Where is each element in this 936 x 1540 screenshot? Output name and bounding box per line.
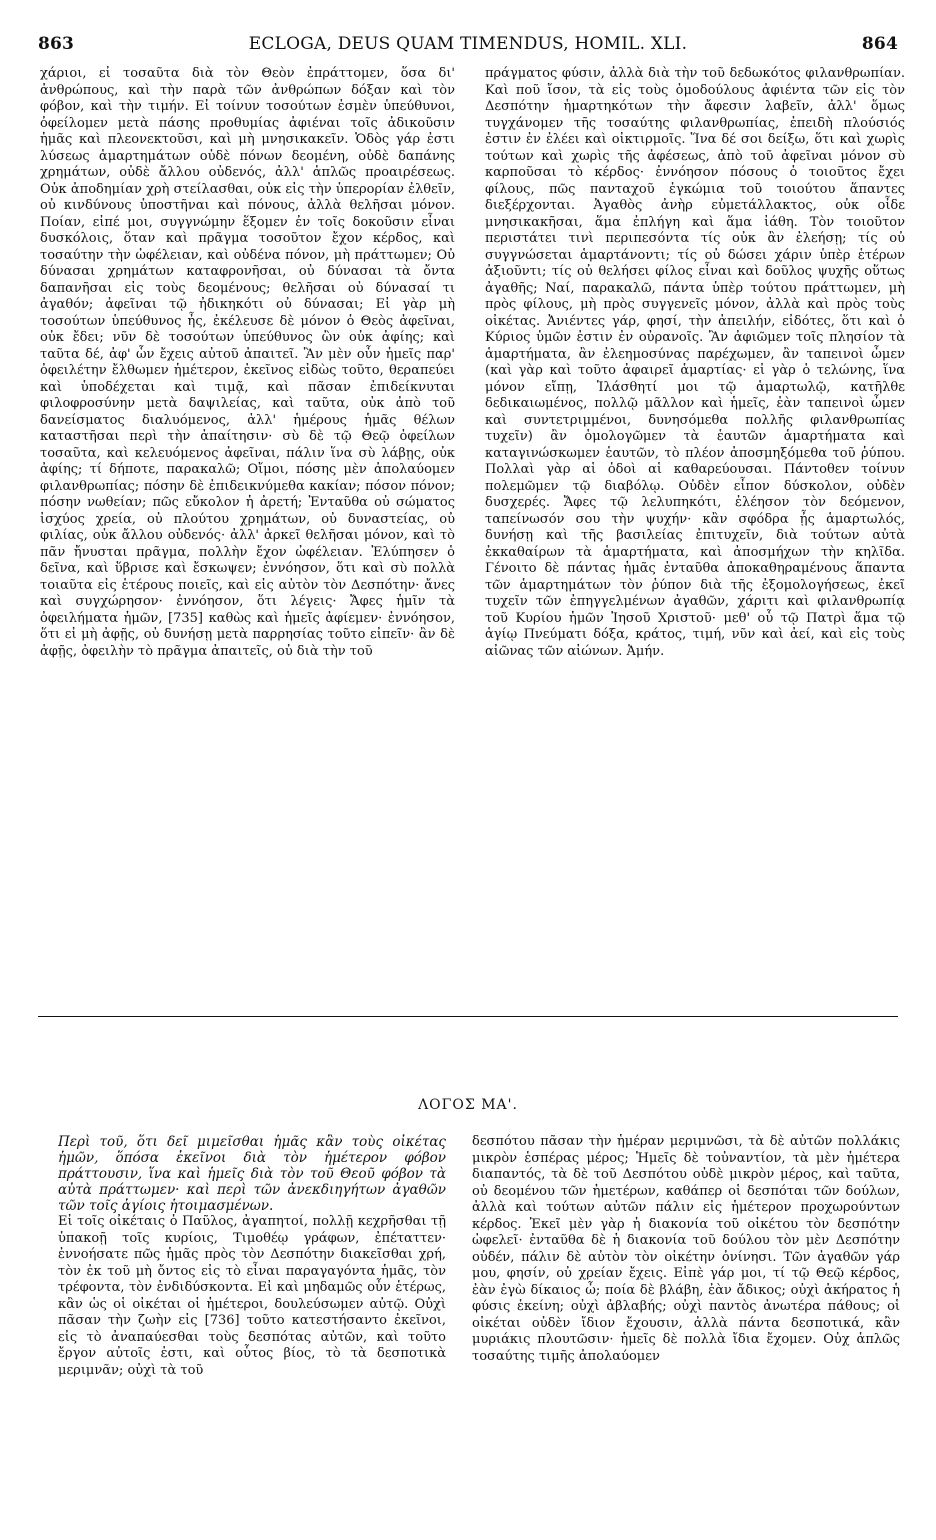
running-header	[38, 33, 898, 55]
running-title: ECLOGA, DEUS QUAM TIMENDUS, HOMIL. XLI.	[248, 34, 688, 54]
top-left-column	[40, 66, 455, 866]
bottom-left-text: Εἰ τοῖς οἰκέταις ὁ Παῦλος, ἀγαπητοί, πολλῇ κεχρῆσθαι τῇ ὑπακοῇ τοῖς κυρίοις, Τιμοθέῳ γράφων, ἐπέταττεν· ἐννοήσατε πῶς ἡμᾶς πρὸς τὸν Δεσπότην διακεῖσθαι χρή, τὸν ἐκ τοῦ μὴ ὄντος εἰς τὸ εἶναι παραγαγόντα ἡμᾶς, τὸν τρέφοντα, τὸν ἐνδιδύσκοντα. Εἰ καὶ μηδαμῶς οὖν ἑτέρως, κἂν ὡς οἱ οἰκέται οἱ ἡμέτεροι, δουλεύσωμεν αὐτῷ. Οὐχὶ πᾶσαν τὴν ζωὴν εἰς [736] τοῦτο κατεστήσαντο ἐκεῖνοι, εἰς τὸ ἀναπαύεσθαι τοὺς δεσπότας αὐτῶν, καὶ τοῦτο ἔργον αὐτοῖς ἐστι, καὶ οὗτος βίος, τὸ τὰ δεσποτικὰ μεριμνᾶν; οὐχὶ τὰ τοῦ	[58, 1214, 446, 1378]
right-page-number: 864	[861, 34, 898, 54]
bottom-left-column	[58, 1134, 446, 1532]
section-divider	[38, 1016, 898, 1017]
homily-argument: Περὶ τοῦ, ὅτι δεῖ μιμεῖσθαι ἡμᾶς κἂν τοὺς οἰκέτας ἡμῶν, ὅπόσα ἐκεῖνοι διὰ τὸν ἡμέτερον φόβον πράττουσιν, ἵνα καὶ ἡμεῖς διὰ τὸν τοῦ Θεοῦ φόβον τὰ αὐτὰ πράττωμεν· καὶ περὶ τῶν ἀνεκδιηγήτων ἀγαθῶν τῶν τοῖς ἁγίοις ἡτοιμασμένων.	[58, 1134, 446, 1214]
top-right-column	[485, 66, 905, 866]
top-right-text: πράγματος φύσιν, ἀλλὰ διὰ τὴν τοῦ δεδωκότος φιλανθρωπίαν. Καὶ ποῦ ἴσον, τὰ εἰς τοὺς ὁμοδούλους ἀφιέντα τῶν εἰς τὸν Δεσπότην ἡμαρτηκότων τὴν ἄφεσιν λαβεῖν, ἀλλ' ὅμως τυγχάνομεν τῆς τοσαύτης φιλανθρωπίας, ἐπειδὴ πλούσιός ἐστιν ἐν ἐλέει καὶ οἰκτιρμοῖς. Ἵνα δέ σοι δείξω, ὅτι καὶ χωρὶς τούτων καὶ χωρὶς τῆς ἀφέσεως, ἀπὸ τοῦ ἀφεῖναι μόνον σὺ καρποῦσαι τὸ κέρδος· ἐννόησον πόσους ὁ τοιοῦτος ἔχει φίλους, πῶς πανταχοῦ ἐγκώμια τοῦ τοιούτου ἅπαντες διεξέρχονται. Ἀγαθὸς ἀνὴρ εὐμετάλλακτος, οὐκ οἶδε μνησικακῆσαι, ἅμα ἐπλήγη καὶ ἅμα ἰάθη. Τὸν τοιοῦτον περιστάτει τινὶ περιπεσόντα τίς οὐκ ἂν ἐλεήσῃ; τίς οὐ συγγνώσεται ἁμαρτάνοντι; τίς οὐ δώσει χάριν ὑπὲρ ἑτέρων ἀξιοῦντι; τίς οὐ θελήσει φίλος εἶναι καὶ δοῦλος ψυχῆς οὕτως ἀγαθῆς; Ναί, παρακαλῶ, πάντα ὑπὲρ τούτου πράττωμεν, μὴ πρὸς φίλους, μὴ πρὸς συγγενεῖς μόνον, ἀλλὰ καὶ πρὸς τοὺς οἰκέτας. Ἀνιέντες γάρ, φησί, τὴν ἀπειλήν, εἰδότες, ὅτι καὶ ὁ Κύριος ὑμῶν ἐστιν ἐν οὐρανοῖς. Ἂν ἀφιῶμεν τοῖς πλησίον τὰ ἁμαρτήματα, ἂν ἐλεημοσύνας παρέχωμεν, ἂν ταπεινοὶ ὦμεν (καὶ γὰρ καὶ τοῦτο ἀφαιρεῖ ἁμαρτίας· εἰ γὰρ ὁ τελώνης, ἵνα μόνον εἴπῃ, Ἱλάσθητί μοι τῷ ἁμαρτωλῷ, κατῆλθε δεδικαιωμένος, πολλῷ μᾶλλον καὶ ἡμεῖς, ἐὰν ταπεινοὶ ὦμεν καὶ συντετριμμένοι, δυνησόμεθα πολλῆς φιλανθρωπίας τυχεῖν) ἂν ὁμολογῶμεν τὰ ἑαυτῶν ἁμαρτήματα καὶ καταγινώσκωμεν ἑαυτῶν, τὸ πλέον ἀποσμηξόμεθα τοῦ ῥύπου. Πολλαὶ γὰρ αἱ ὁδοὶ αἱ καθαρεύουσαι. Πάντοθεν τοίνυν πολεμῶμεν τῷ διαβόλῳ. Οὐδὲν εἶπον δύσκολον, οὐδὲν δυσχερές. Ἄφες τῷ λελυπηκότι, ἐλέησον τὸν δεόμενον, ταπείνωσόν σου τὴν ψυχήν· κἂν σφόδρα ᾖς ἁμαρτωλός, δυνήσῃ καὶ τῆς βασιλείας ἐπιτυχεῖν, διὰ τούτων αὐτὰ ἐκκαθαίρων τὰ ἁμαρτήματα, καὶ ἀποσμήχων τὴν κηλῖδα. Γένοιτο δὲ πάντας ἡμᾶς ἐνταῦθα ἀποκαθηραμένους ἅπαντα τῶν ἁμαρτημάτων τὸν ῥύπον διὰ τῆς ἐξομολογήσεως, ἐκεῖ τυχεῖν τῶν ἐπηγγελμένων ἀγαθῶν, χάριτι καὶ φιλανθρωπίᾳ τοῦ Κυρίου ἡμῶν Ἰησοῦ Χριστοῦ· μεθ' οὗ τῷ Πατρὶ ἅμα τῷ ἁγίῳ Πνεύματι δόξα, κράτος, τιμή, νῦν καὶ ἀεί, καὶ εἰς τοὺς αἰῶνας τῶν αἰώνων. Ἀμήν.	[485, 66, 905, 659]
top-left-text: χάριοι, εἰ τοσαῦτα διὰ τὸν Θεὸν ἐπράττομεν, ὅσα δι' ἀνθρώπους, καὶ τὴν παρὰ τῶν ἀνθρώπων δόξαν καὶ τὸν φόβον, καὶ τὴν τιμήν. Εἰ τοίνυν τοσούτων ἐσμὲν ὑπεύθυνοι, ὀφείλομεν μετὰ πάσης προθυμίας ἀφιέναι τοῖς ἀδικοῦσιν ἡμᾶς καὶ πλεονεκτοῦσι, καὶ μὴ μνησικακεῖν. Ὁδὸς γάρ ἐστι λύσεως ἁμαρτημάτων οὐδὲ πόνων δεομένη, οὐδὲ δαπάνης χρημάτων, οὐδὲ ἄλλου οὐδενός, ἀλλ' ἁπλῶς προαιρέσεως. Οὐκ ἀποδημίαν χρὴ στείλασθαι, οὐκ εἰς τὴν ὑπερορίαν ἐλθεῖν, οὐ κινδύνους ὑποστῆναι καὶ πόνους, ἀλλὰ θελῆσαι μόνον. Ποίαν, εἰπέ μοι, συγγνώμην ἕξομεν ἐν τοῖς δοκοῦσιν εἶναι δυσκόλοις, ὅταν καὶ πρᾶγμα τοσοῦτον ἔχον κέρδος, καὶ τοσαύτην τὴν ὠφέλειαν, καὶ οὐδένα πόνον, μὴ πράττωμεν; Οὐ δύνασαι χρημάτων καταφρονῆσαι, οὐ δύνασαι τὰ ὄντα δαπανῆσαι εἰς τοὺς δεομένους; θελῆσαι οὐ δύνασαί τι ἀγαθόν; ἀφεῖναι τῷ ἠδικηκότι οὐ δύνασαι; Εἰ γὰρ μὴ τοσούτων ὑπεύθυνος ἦς, ἐκέλευσε δὲ μόνον ὁ Θεὸς ἀφεῖναι, οὐκ ἔδει; νῦν δὲ τοσούτων ὑπεύθυνος ὢν οὐκ ἀφίης; καὶ ταῦτα δέ, ἀφ' ὧν ἔχεις αὐτοῦ ἀπαιτεῖ. Ἂν μὲν οὖν ἡμεῖς παρ' ὀφειλέτην ἔλθωμεν ἡμέτερον, ἐκεῖνος εἰδὼς τοῦτο, θεραπεύει καὶ ὑποδέχεται καὶ τιμᾷ, καὶ πᾶσαν ἐπιδείκνυται φιλοφροσύνην μετὰ δαψιλείας, καὶ ταῦτα, οὐκ ἀπὸ τοῦ δανείσματος διαλυόμενος, ἀλλ' ἡμέρους ἡμᾶς θέλων καταστῆσαι περὶ τὴν ἀπαίτησιν· σὺ δὲ τῷ Θεῷ ὀφείλων τοσαῦτα, καὶ κελευόμενος ἀφεῖναι, πάλιν ἵνα σὺ λάβῃς, οὐκ ἀφίης; τί δήποτε, παρακαλῶ; Οἴμοι, πόσης μὲν ἀπολαύομεν φιλανθρωπίας; πόσην δὲ ἐπιδεικνύμεθα κακίαν; πόσον πόνον; πόσην νωθείαν; πῶς εὔκολον ἡ ἀρετή; Ἐνταῦθα οὐ σώματος ἰσχύος χρεία, οὐ πλούτου χρημάτων, οὐ δυναστείας, οὐ φιλίας, οὐκ ἄλλου οὐδενός· ἀλλ' ἀρκεῖ θελῆσαι μόνον, καὶ τὸ πᾶν ἤνυσται πρᾶγμα, πολλὴν ἔχον ὠφέλειαν. Ἐλύπησεν ὁ δεῖνα, καὶ ὕβρισε καὶ ἔσκωψεν; ἐννόησον, ὅτι καὶ σὺ πολλὰ τοιαῦτα εἰς ἑτέρους ποιεῖς, καὶ εἰς αὐτὸν τὸν Δεσπότην· ἄνες καὶ συγχώρησον· ἐννόησον, ὅτι λέγεις· Ἄφες ἡμῖν τὰ ὀφειλήματα ἡμῶν, [735] καθὼς καὶ ἡμεῖς ἀφίεμεν· ἐννόησον, ὅτι εἰ μὴ ἀφῇς, οὐ δυνήσῃ μετὰ παρρησίας τοῦτο εἰπεῖν· ἂν δὲ ἀφῇς, ὀφειλὴν τὸ πρᾶγμα ἀπαιτεῖς, οὐ διὰ τὴν τοῦ	[40, 66, 455, 659]
bottom-right-text: δεσπότου πᾶσαν τὴν ἡμέραν μεριμνῶσι, τὰ δὲ αὐτῶν πολλάκις μικρὸν ἑσπέρας μέρος; Ἡμεῖς δὲ τοὐναντίον, τὰ μὲν ἡμέτερα διαπαντός, τὰ δὲ τοῦ Δεσπότου οὐδὲ μικρὸν μέρος, καὶ ταῦτα, οὐ δεομένου τῶν ἡμετέρων, καθάπερ οἱ δεσπόται τῶν δούλων, ἀλλὰ καὶ τούτων αὐτῶν πάλιν εἰς ἡμέτερον προχωρούντων κέρδος. Ἐκεῖ μὲν γὰρ ἡ διακονία τοῦ οἰκέτου τὸν δεσπότην ὠφελεῖ· ἐνταῦθα δὲ ἡ διακονία τοῦ δούλου τὸν μὲν Δεσπότην οὐδέν, πάλιν δὲ αὐτὸν τὸν οἰκέτην ὀνίνησι. Τῶν ἀγαθῶν γάρ μου, φησίν, οὐ χρείαν ἔχεις. Εἰπὲ γάρ μοι, τί τῷ Θεῷ κέρδος, ἐὰν ἐγὼ δίκαιος ὦ; ποία δὲ βλάβη, ἐὰν ἄδικος; οὐχὶ ἀκήρατος ἡ φύσις ἐκείνη; οὐχὶ ἀβλαβής; οὐχὶ παντὸς ἀνωτέρα πάθους; οἱ οἰκέται οὐδὲν ἴδιον ἔχουσιν, ἀλλὰ πάντα δεσποτικά, κἂν μυριάκις πλουτῶσιν· ἡμεῖς δὲ πολλὰ ἴδια ἔχομεν. Οὐχ ἁπλῶς τοσαύτης τιμῆς ἀπολαύομεν	[472, 1134, 900, 1364]
left-page-number: 863	[38, 34, 75, 54]
bottom-right-column	[472, 1134, 900, 1532]
homily-heading: ΛΟΓΟΣ ΜΑ'.	[418, 1097, 518, 1113]
